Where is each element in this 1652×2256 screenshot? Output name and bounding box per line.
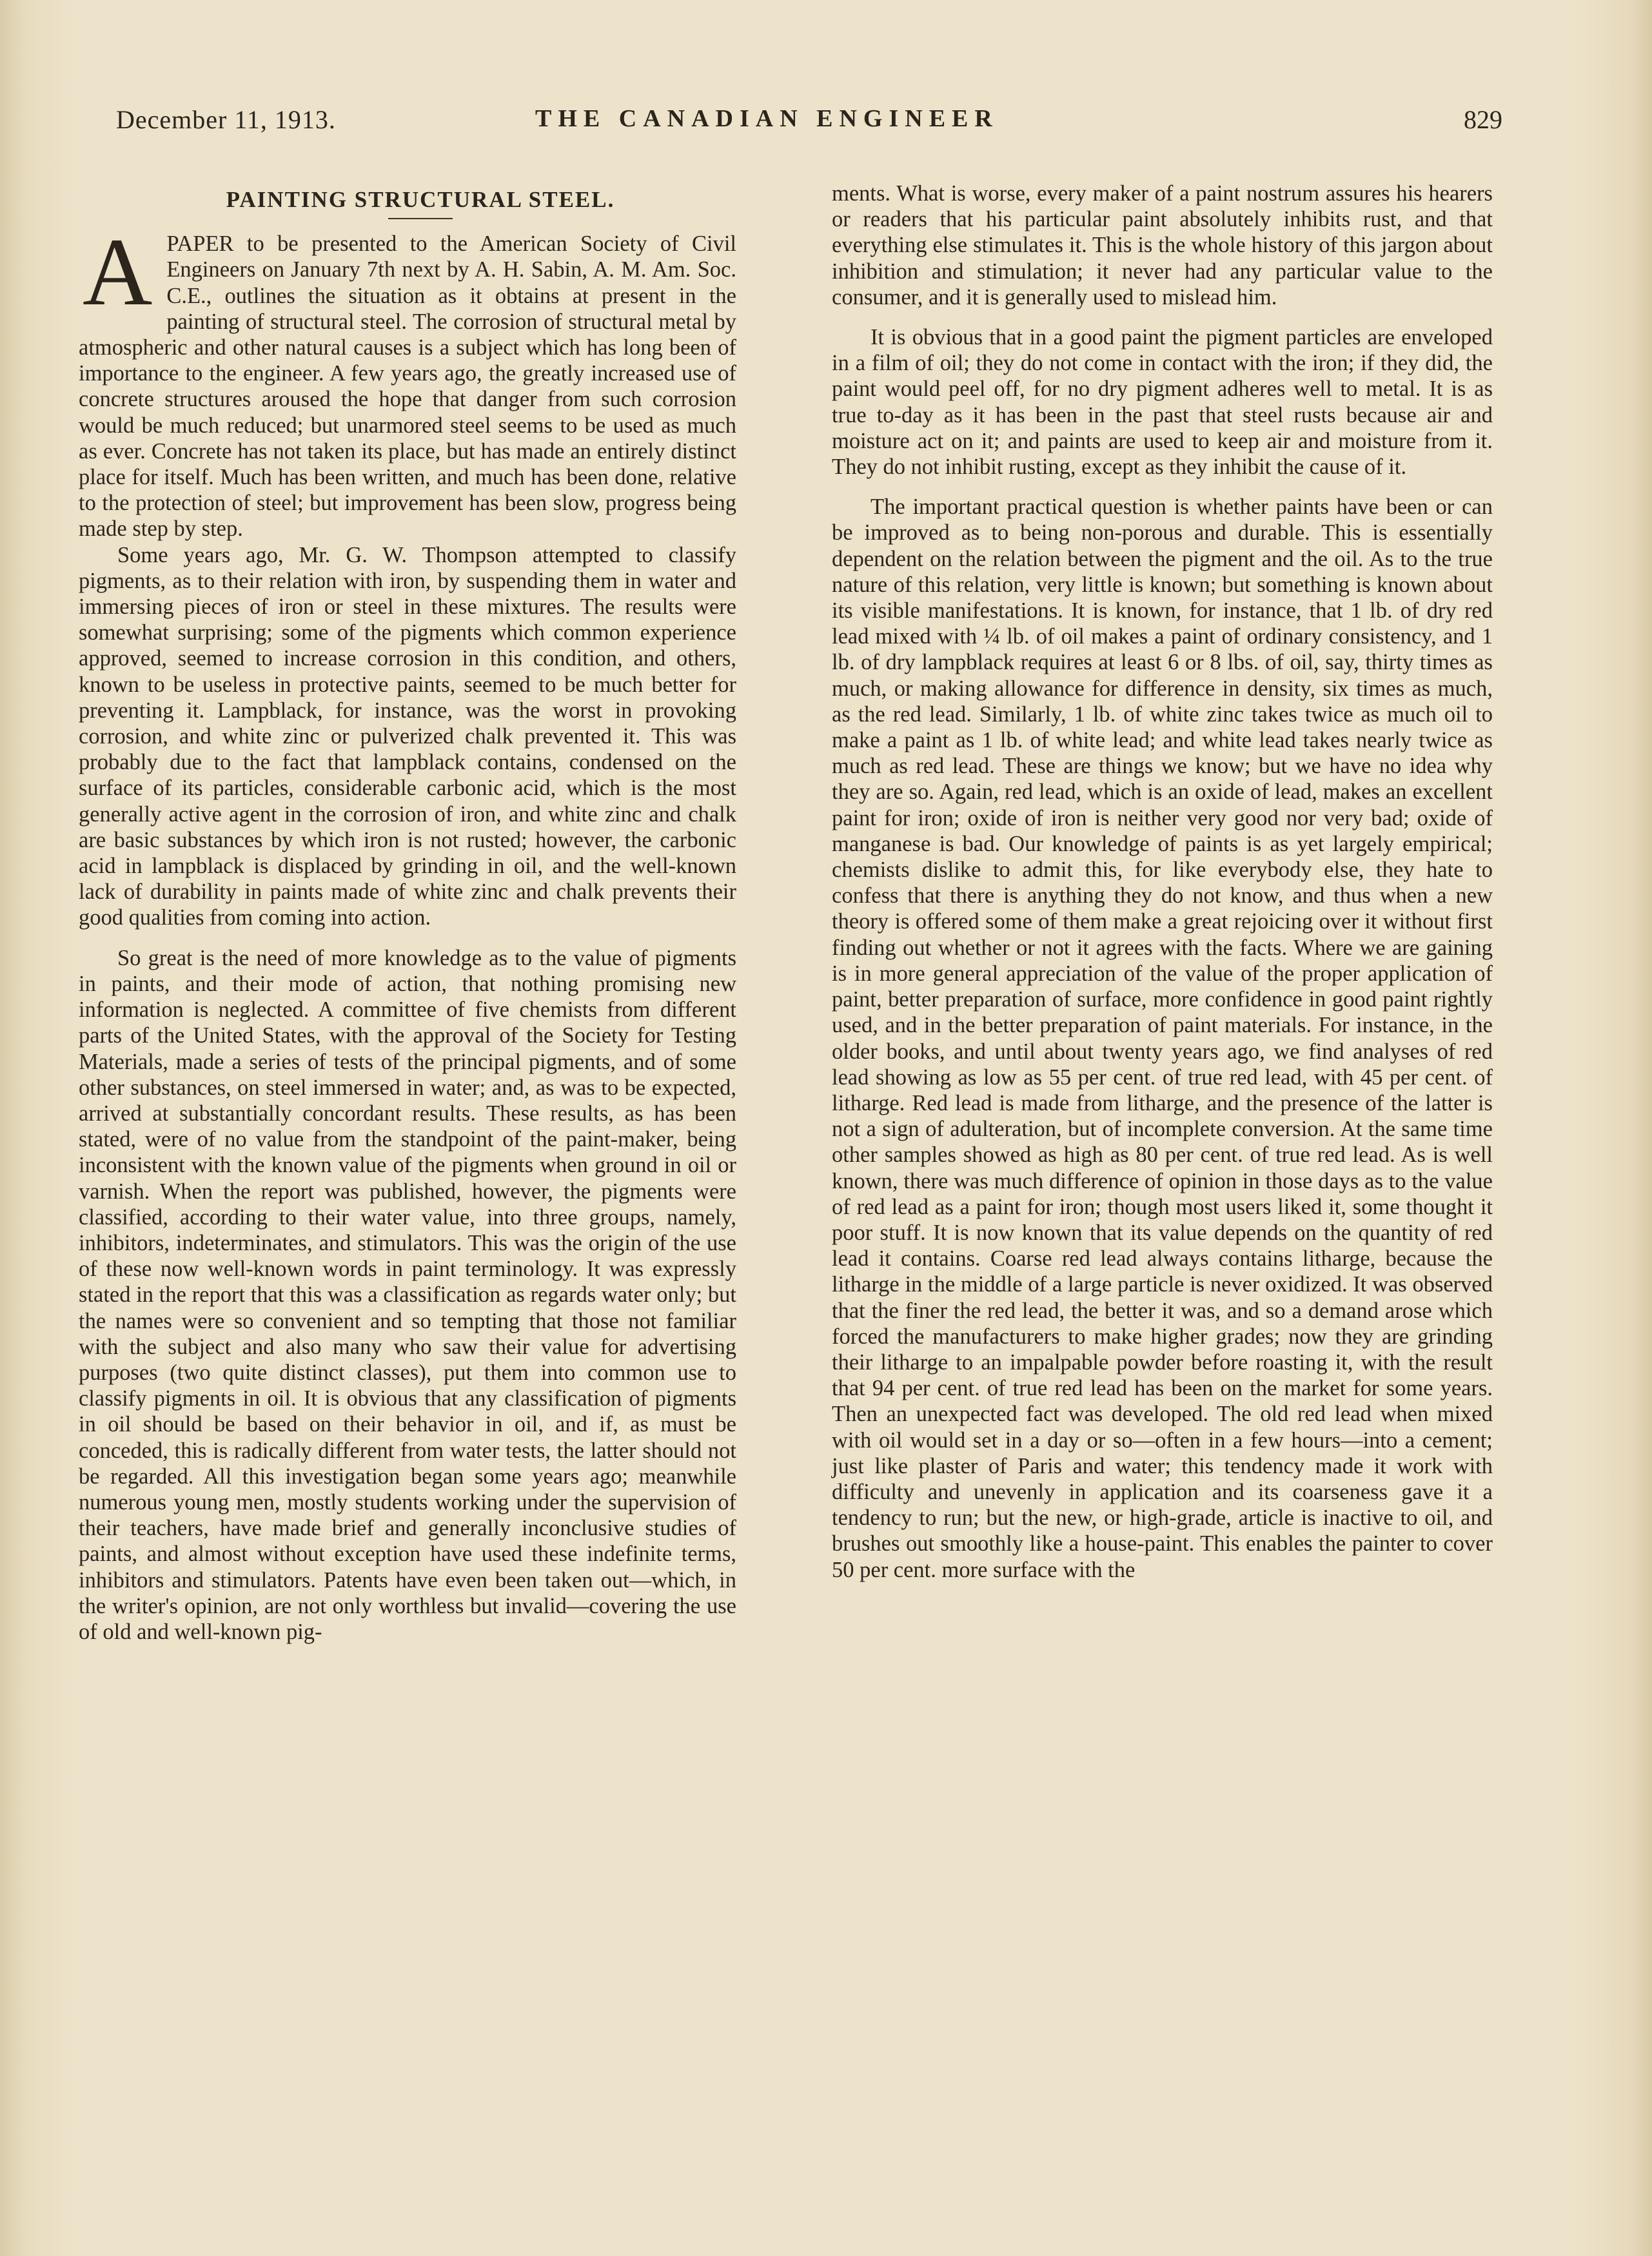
issue-date: December 11, 1913.: [116, 105, 336, 134]
page-number: 829: [1464, 105, 1502, 134]
lead-paragraph: [79, 219, 736, 542]
paragraph-practical-question: The important practical question is whether paints have been or can be improved as to being non-porous and durable. This is essentially dependent on the relation between the pigment and the oil. As to the true nature of this relation, very little is known; but something is known about its visible manifestations. It is known, for instance, that 1 lb. of dry red lead mixed with ¼ lb. of oil makes a paint of ordinary consistency, and 1 lb. of dry lampblack requires at least 6 or 8 lbs. of oil, say, thirty times as much, or making allowance for difference in density, six times as much, as the red lead. Similarly, 1 lb. of white zinc takes twice as much oil to make a paint as 1 lb. of white lead; and white lead takes nearly twice as much as red lead. These are things we know; but we have no idea why they are so. Again, red lead, which is an oxide of lead, makes an excellent paint for iron; oxide of iron is neither very good nor very bad; oxide of manganese is bad. Our knowledge of paints is as yet largely empirical; chemists dislike to admit this, for like everybody else, they hate to confess that there is anything they do not know, and thus when a new theory is offered some of them make a great rejoicing over it without first finding out whether or not it agrees with the facts. Where we are gaining is in more general appreciation of the value of the proper application of paint, better preparation of surface, more confidence in good paint rightly used, and in the better preparation of paint materials. For instance, in the older books, and until about twenty years ago, we find analyses of red lead showing as low as 55 per cent. of true red lead, with 45 per cent. of litharge. Red lead is made from litharge, and the presence of the latter is not a sign of adulteration, but of incomplete conversion. At the same time other samples showed as high as 80 per cent. of true red lead. As is well known, there was much difference of opinion in those days as to the value of red lead as a paint for iron; though most users liked it, some thought it poor stuff. It is now known that its value depends on the quantity of red lead it contains. Coarse red lead always contains litharge, because the litharge in the middle of a large particle is never oxidized. It was observed that the finer the red lead, the better it was, and so a demand arose which forced the manufacturers to make higher grades; now they are grinding their litharge to an impalpable powder before roasting it, with the result that 94 per cent. of true red lead has been on the market for some years. Then an unexpected fact was developed. The old red lead when mixed with oil would set in a day or so—often in a few hours—into a cement; just like plaster of Paris and water; this tendency made it work with difficulty and unevenly in application and its coarseness gave it a tendency to run; but the new, or high-grade, article is inactive to oil, and brushes out smoothly like a house-paint. This enables the painter to cover 50 per cent. more surface with the: [832, 495, 1493, 1582]
page-header: [116, 104, 1502, 143]
right-column: [832, 181, 1493, 1583]
title-rule: [388, 218, 453, 219]
article-title: PAINTING STRUCTURAL STEEL.: [226, 187, 615, 212]
lead-paragraph-text: PAPER to be presented to the American Society of Civil Engineers on January 7th next by A. H. Sabin, A. M. Am. Soc. C.E., outlines the situation as it obtains at present in the painting of structural steel. The corrosion of structural metal by atmospheric and other natural causes is a subject which has long been of importance to the engineer. A few years ago, the greatly increased use of concrete structures aroused the hope that danger from such corrosion would be much reduced; but unarmored steel seems to be used as much as ever. Concrete has not taken its place, but has made an entirely distinct place for itself. Much has been written, and much has been done, relative to the protection of steel; but improvement has been slow, progress being made step by step.: [79, 231, 736, 542]
paragraph-nostrum: ments. What is worse, every maker of a paint nostrum assures his hearers or readers that his particular paint absolutely inhibits rust, and that everything else stimulates it. This is the whole history of this jargon about inhibition and stimulation; it never had any particular value to the consumer, and it is generally used to mislead him.: [832, 181, 1493, 309]
paragraph-thompson: Some years ago, Mr. G. W. Thompson attempted to classify pigments, as to their relation with iron, by suspending them in water and immersing pieces of iron or steel in these mixtures. The results were somewhat surprising; some of the pigments which common experience approved, seemed to increase corrosion in this condition, and others, known to be useless in protective paints, seemed to be much better for preventing it. Lampblack, for instance, was the worst in provoking corrosion, and white zinc or pulverized chalk prevented it. This was probably due to the fact that lampblack contains, condensed on the surface of its particles, considerable carbonic acid, which is the most generally active agent in the corrosion of iron, and white zinc and chalk are basic substances by which iron is not rusted; however, the carbonic acid in lampblack is displaced by grinding in oil, and the well-known lack of durability in paints made of white zinc and chalk prevents their good qualities from coming into action.: [79, 542, 736, 930]
paragraph-knowledge: So great is the need of more knowledge as to the value of pigments in paints, and their mode of action, that nothing promising new information is neglected. A committee of five chemists from different parts of the United States, with the approval of the Society for Testing Materials, made a series of tests of the principal pigments, and of some other substances, on steel immersed in water; and, as was to be expected, arrived at substantially concordant results. These results, as has been stated, were of no value from the standpoint of the paint-maker, being inconsistent with the known value of the pigments when ground in oil or varnish. When the report was published, however, the pigments were classified, according to their water value, into three groups, namely, inhibitors, indeterminates, and stimulators. This was the origin of the use of these now well-known words in paint terminology. It was expressly stated in the report that this was a classification as regards water only; but the names were so convenient and so tempting that those not familiar with the subject and also many who saw their value for advertising purposes (two quite distinct classes), put them into common use to classify pigments in oil. It is obvious that any classification of pigments in oil should be based on their behavior in oil, and if, as must be conceded, this is radically different from water tests, the latter should not be regarded. All this investigation began some years ago; meanwhile numerous young men, mostly students working under the supervision of their teachers, have made brief and generally inconclusive studies of paints, and almost without exception have used these indefinite terms, inhibitors and stimulators. Patents have even been taken out—which, in the writer's opinion, are not only worthless but invalid—covering the use of old and well-known pig-: [79, 945, 736, 1644]
paragraph-film-of-oil: It is obvious that in a good paint the pigment particles are enveloped in a film of oil; they do not come in contact with the iron; if they did, the paint would peel off, for no dry pigment adheres well to metal. It is as true to-day as it has been in the past that steel rusts because air and moisture act on it; and paints are used to keep air and moisture from it. They do not inhibit rusting, except as they inhibit the cause of it.: [832, 325, 1493, 480]
left-column: [79, 181, 736, 1645]
journal-title: THE CANADIAN ENGINEER: [535, 105, 999, 132]
drop-cap: A: [83, 219, 153, 326]
